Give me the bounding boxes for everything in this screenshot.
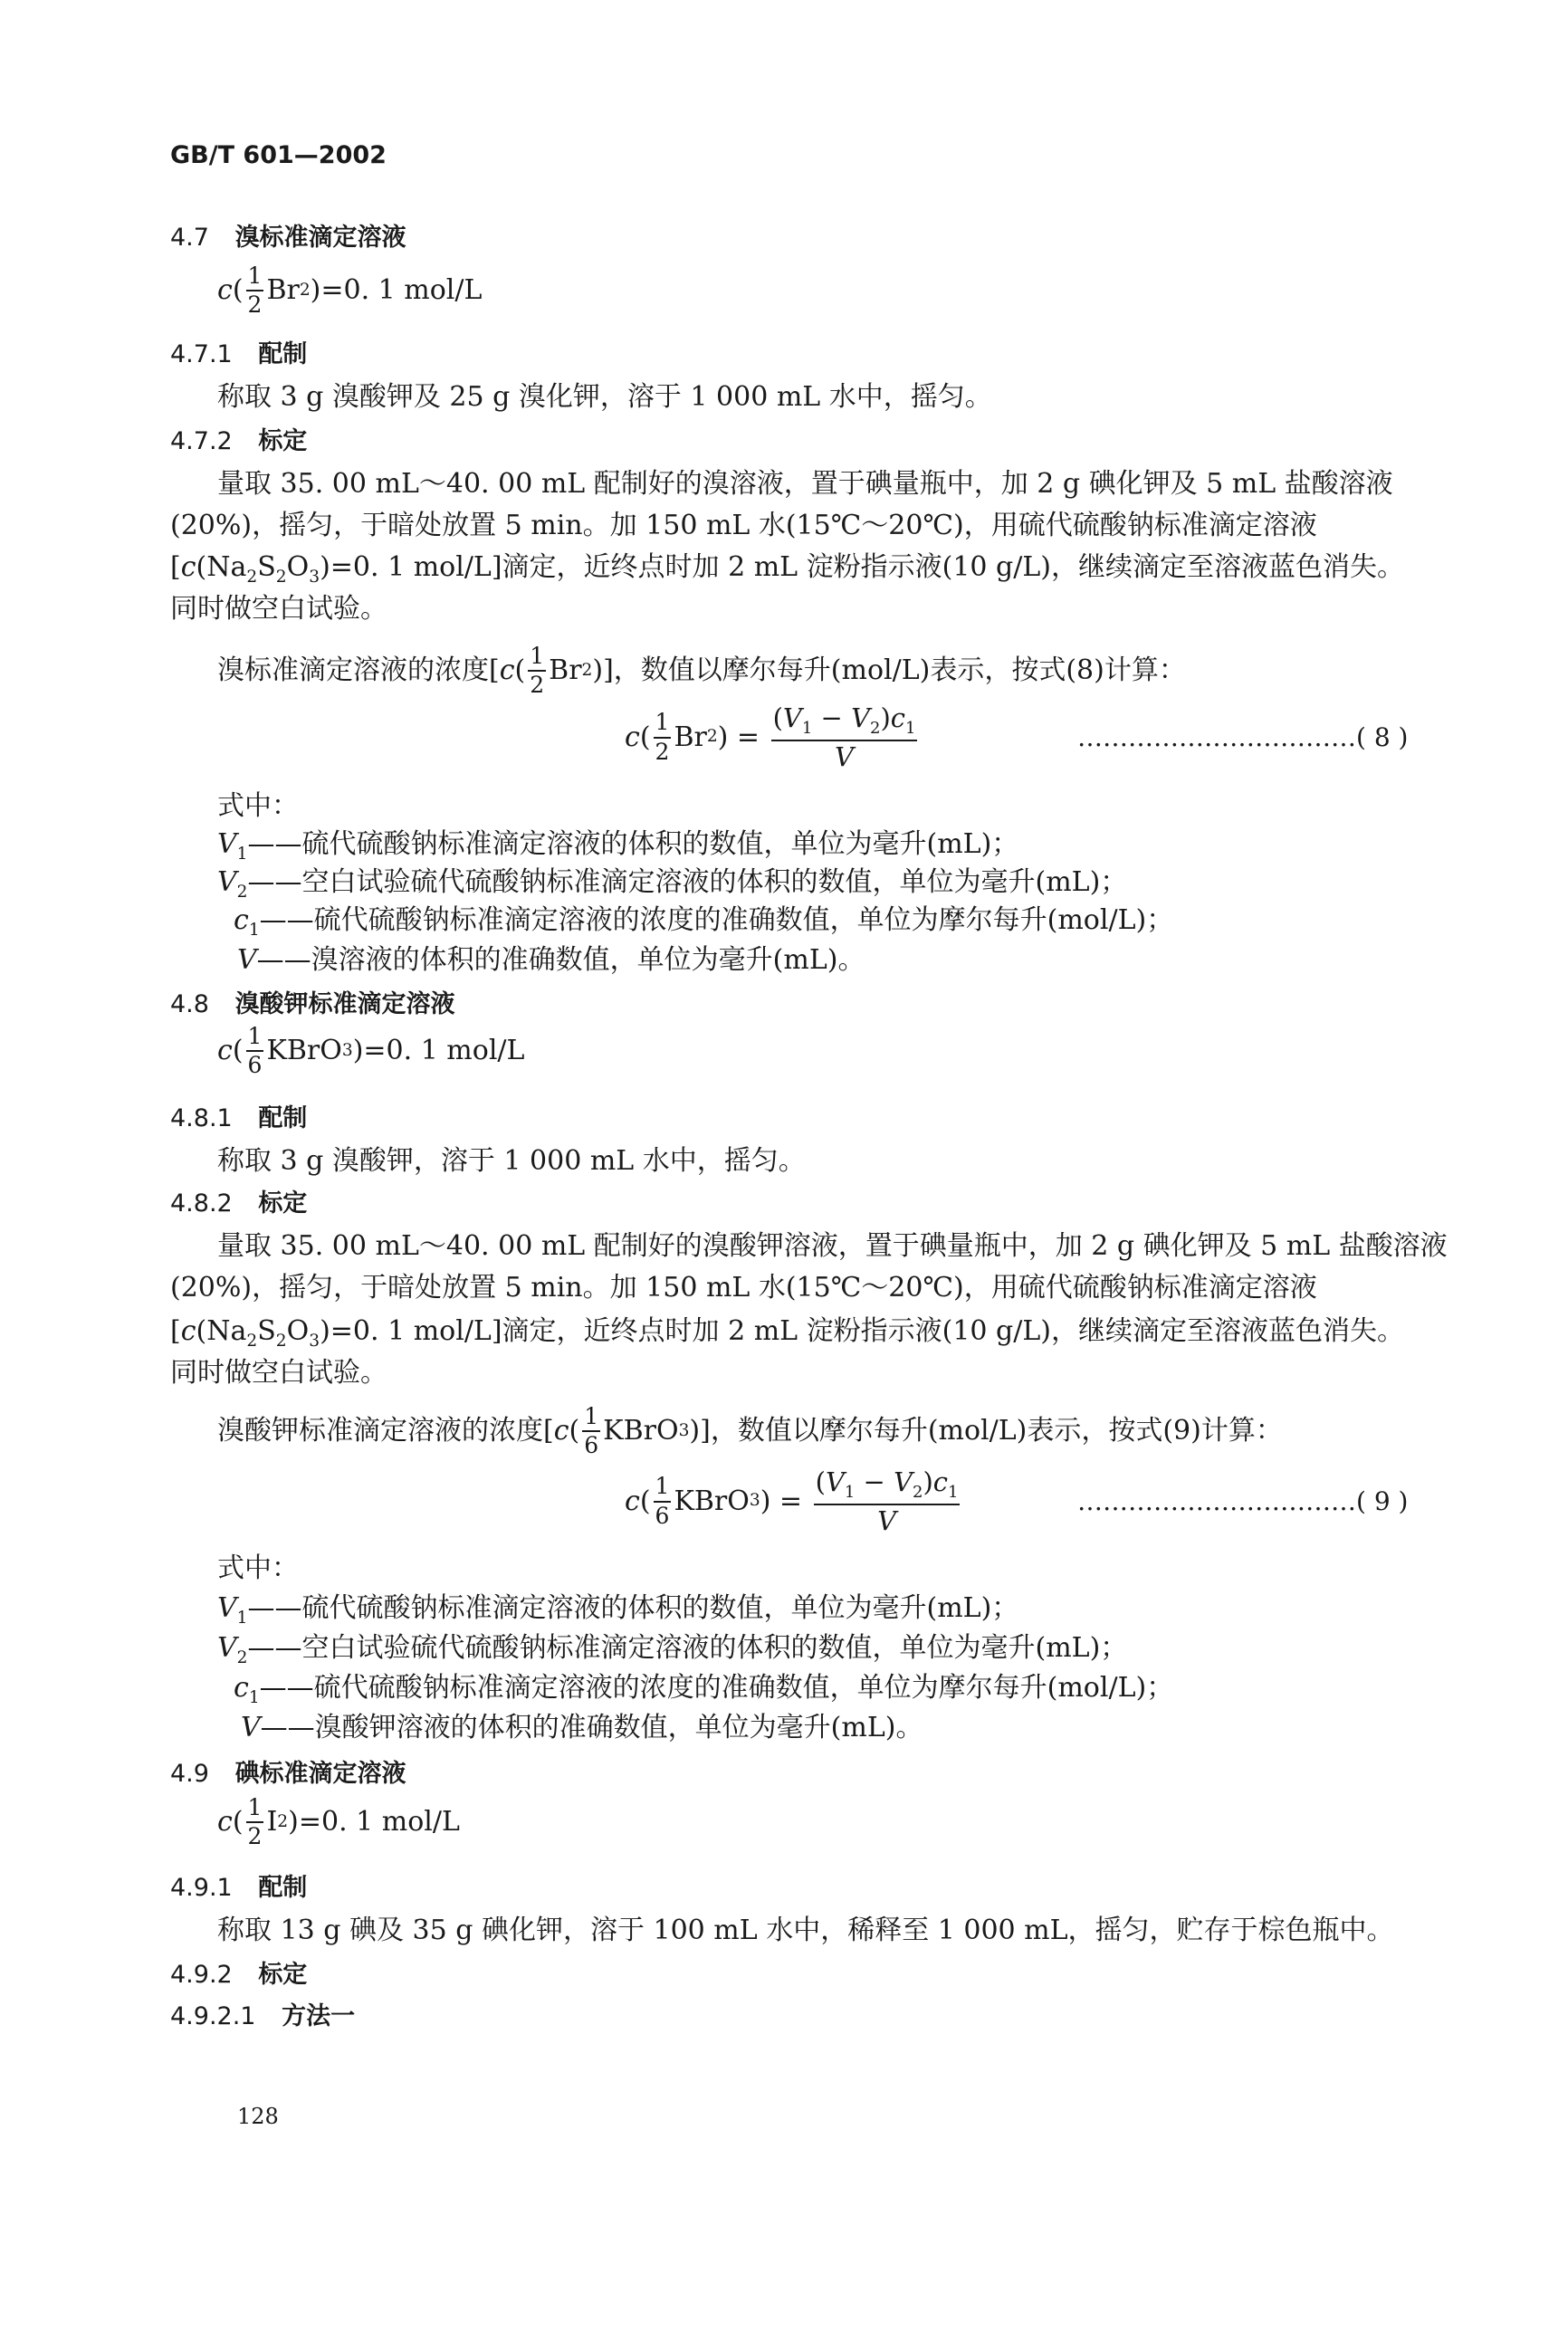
section-title: 碘标准滴定溶液 bbox=[234, 1760, 406, 1788]
section-4-8-heading bbox=[170, 990, 455, 1017]
section-4-9-2-heading bbox=[170, 1961, 307, 1988]
section-4-8-2-heading bbox=[170, 1189, 307, 1217]
conc-value: )=0. 1 mol/L bbox=[352, 1035, 525, 1067]
section-number: 4.8 bbox=[170, 990, 209, 1018]
variable-v1: $V_1——$硫代硫酸钠标准滴定溶液的体积的数值，单位为毫升(mL)； bbox=[217, 1592, 1019, 1628]
calc-tail: )]，数值以摩尔每升(mol/L)表示，按式(8)计算： bbox=[592, 654, 1186, 687]
conc-value: )=0. 1 mol/L bbox=[288, 1806, 460, 1839]
equation-8: c ( $\frac{1}{2}$ Br 2 ) = $\frac{(V_1 - V_2)c_1}{V}$ bbox=[625, 702, 916, 772]
paragraph-4-7-1: 称取 3 g 溴酸钾及 25 g 溴化钾，溶于 1 000 mL 水中，摇匀。 bbox=[217, 381, 992, 413]
section-title: 方法一 bbox=[282, 2002, 356, 2030]
conc-value: )=0. 1 mol/L bbox=[310, 274, 483, 307]
paragraph-line: [$c(Na_2S_2O_3)=0$. 1 mol/L]滴定，近终点时加 2 mL 淀粉指示液(10 g/L)，继续滴定至溶液蓝色消失。 bbox=[170, 1315, 1404, 1351]
section-number: 4.8.2 bbox=[170, 1189, 233, 1218]
calc-sentence-9: 溴酸钾标准滴定溶液的浓度[ c ( $\frac{1}{6}$ KBrO 3 )]，数值以摩尔每升(mol/L)表示，按式(9)计算： bbox=[217, 1403, 1283, 1459]
section-4-9-heading bbox=[170, 1760, 406, 1787]
section-title: 配制 bbox=[258, 340, 308, 368]
section-number: 4.7.1 bbox=[170, 340, 233, 368]
section-number: 4.9 bbox=[170, 1760, 209, 1788]
section-4-7-1-heading bbox=[170, 340, 307, 368]
section-4-9-2-1-heading bbox=[170, 2002, 355, 2030]
section-title: 溴标准滴定溶液 bbox=[234, 224, 406, 252]
concentration-formula-br2: c ( $\frac{1}{2}$ Br 2 )=0. 1 mol/L bbox=[217, 263, 483, 319]
section-title: 配制 bbox=[258, 1104, 308, 1132]
paragraph-line: 同时做空白试验。 bbox=[170, 593, 387, 625]
section-4-7-heading bbox=[170, 224, 406, 251]
paragraph-tail: =0. 1 mol/L]滴定，近终点时加 2 mL 淀粉指示液(10 g/L)，继续滴定至溶液蓝色消失。 bbox=[330, 551, 1404, 583]
section-number: 4.7.2 bbox=[170, 427, 233, 455]
paragraph-line: [$c(Na_2S_2O_3)=0$. 1 mol/L]滴定，近终点时加 2 mL 淀粉指示液(10 g/L)，继续滴定至溶液蓝色消失。 bbox=[170, 551, 1404, 587]
section-number: 4.9.2.1 bbox=[170, 2002, 256, 2030]
variable-description: ——空白试验硫代硫酸钠标准滴定溶液的体积的数值，单位为毫升(mL)； bbox=[247, 866, 1128, 898]
section-title: 标定 bbox=[258, 427, 308, 455]
calc-head: 溴标准滴定溶液的浓度[ bbox=[217, 654, 500, 687]
variable-c1: $c_1——$硫代硫酸钠标准滴定溶液的浓度的准确数值，单位为摩尔每升(mol/L)； bbox=[234, 1672, 1174, 1707]
section-number: 4.7 bbox=[170, 224, 209, 252]
where-label: 式中： bbox=[217, 790, 299, 822]
section-number: 4.8.1 bbox=[170, 1104, 233, 1132]
standard-number: GB/T 601—2002 bbox=[170, 141, 387, 169]
variable-description: ——硫代硫酸钠标准滴定溶液的浓度的准确数值，单位为摩尔每升(mol/L)； bbox=[259, 904, 1174, 936]
paragraph-4-8-1: 称取 3 g 溴酸钾，溶于 1 000 mL 水中，摇匀。 bbox=[217, 1145, 806, 1177]
variable-v1: $V_1——$硫代硫酸钠标准滴定溶液的体积的数值，单位为毫升(mL)； bbox=[217, 828, 1019, 864]
section-title: 标定 bbox=[258, 1189, 308, 1218]
paragraph-tail: =0. 1 mol/L]滴定，近终点时加 2 mL 淀粉指示液(10 g/L)，继续滴定至溶液蓝色消失。 bbox=[330, 1315, 1404, 1347]
section-4-9-1-heading bbox=[170, 1874, 307, 1901]
equation-9: c ( $\frac{1}{6}$ KBrO 3 ) = $\frac{(V_1 - V_2)c_1}{V}$ bbox=[625, 1466, 959, 1536]
page-number: 128 bbox=[237, 2104, 279, 2129]
section-title: 溴酸钾标准滴定溶液 bbox=[234, 990, 455, 1018]
paragraph-line: 量取 35. 00 mL～40. 00 mL 配制好的溴酸钾溶液，置于碘量瓶中，加 2 g 碘化钾及 5 mL 盐酸溶液 bbox=[217, 1230, 1448, 1262]
variable-description: ——溴溶液的体积的准确数值，单位为毫升(mL)。 bbox=[256, 944, 865, 976]
section-number: 4.9.2 bbox=[170, 1961, 233, 1989]
calc-head: 溴酸钾标准滴定溶液的浓度[ bbox=[217, 1415, 554, 1447]
concentration-formula-i2: c ( $\frac{1}{2}$ I 2 )=0. 1 mol/L bbox=[217, 1794, 460, 1850]
where-label: 式中： bbox=[217, 1552, 299, 1584]
section-title: 配制 bbox=[258, 1874, 308, 1902]
paragraph-line: 同时做空白试验。 bbox=[170, 1357, 387, 1389]
variable-v: V——溴酸钾溶液的体积的准确数值，单位为毫升(mL)。 bbox=[241, 1712, 923, 1743]
equation-number: ……………………………( 9 ) bbox=[1077, 1486, 1409, 1516]
variable-description: ——空白试验硫代硫酸钠标准滴定溶液的体积的数值，单位为毫升(mL)； bbox=[247, 1632, 1128, 1664]
calc-tail: )]，数值以摩尔每升(mol/L)表示，按式(9)计算： bbox=[689, 1415, 1283, 1447]
variable-description: ——硫代硫酸钠标准滴定溶液的体积的数值，单位为毫升(mL)； bbox=[247, 1592, 1019, 1624]
paragraph-line: (20%)，摇匀，于暗处放置 5 min。加 150 mL 水(15℃～20℃)，用硫代硫酸钠标准滴定溶液 bbox=[170, 1272, 1317, 1304]
concentration-formula-kbro3: c ( $\frac{1}{6}$ KBrO 3 )=0. 1 mol/L bbox=[217, 1023, 525, 1079]
variable-description: ——硫代硫酸钠标准滴定溶液的浓度的准确数值，单位为摩尔每升(mol/L)； bbox=[259, 1672, 1174, 1704]
section-4-8-1-heading bbox=[170, 1104, 307, 1132]
section-number: 4.9.1 bbox=[170, 1874, 233, 1902]
variable-v2: $V_2——$空白试验硫代硫酸钠标准滴定溶液的体积的数值，单位为毫升(mL)； bbox=[217, 1632, 1128, 1667]
variable-v2: $V_2——$空白试验硫代硫酸钠标准滴定溶液的体积的数值，单位为毫升(mL)； bbox=[217, 866, 1128, 902]
variable-description: ——溴酸钾溶液的体积的准确数值，单位为毫升(mL)。 bbox=[260, 1712, 923, 1743]
paragraph-line: (20%)，摇匀，于暗处放置 5 min。加 150 mL 水(15℃～20℃)，用硫代硫酸钠标准滴定溶液 bbox=[170, 510, 1317, 541]
variable-v: V——溴溶液的体积的准确数值，单位为毫升(mL)。 bbox=[237, 944, 865, 976]
calc-sentence-8: 溴标准滴定溶液的浓度[ c ( $\frac{1}{2}$ Br 2 )]，数值以摩尔每升(mol/L)表示，按式(8)计算： bbox=[217, 643, 1186, 699]
equation-number: ……………………………( 8 ) bbox=[1077, 722, 1409, 752]
variable-description: ——硫代硫酸钠标准滴定溶液的体积的数值，单位为毫升(mL)； bbox=[247, 828, 1019, 860]
paragraph-line: 量取 35. 00 mL～40. 00 mL 配制好的溴溶液，置于碘量瓶中，加 2 g 碘化钾及 5 mL 盐酸溶液 bbox=[217, 468, 1393, 500]
section-title: 标定 bbox=[258, 1961, 308, 1989]
paragraph-4-9-1: 称取 13 g 碘及 35 g 碘化钾，溶于 100 mL 水中，稀释至 1 000 mL，摇匀，贮存于棕色瓶中。 bbox=[217, 1915, 1394, 1946]
variable-c1: $c_1——$硫代硫酸钠标准滴定溶液的浓度的准确数值，单位为摩尔每升(mol/L)； bbox=[234, 904, 1174, 940]
section-4-7-2-heading bbox=[170, 427, 307, 454]
